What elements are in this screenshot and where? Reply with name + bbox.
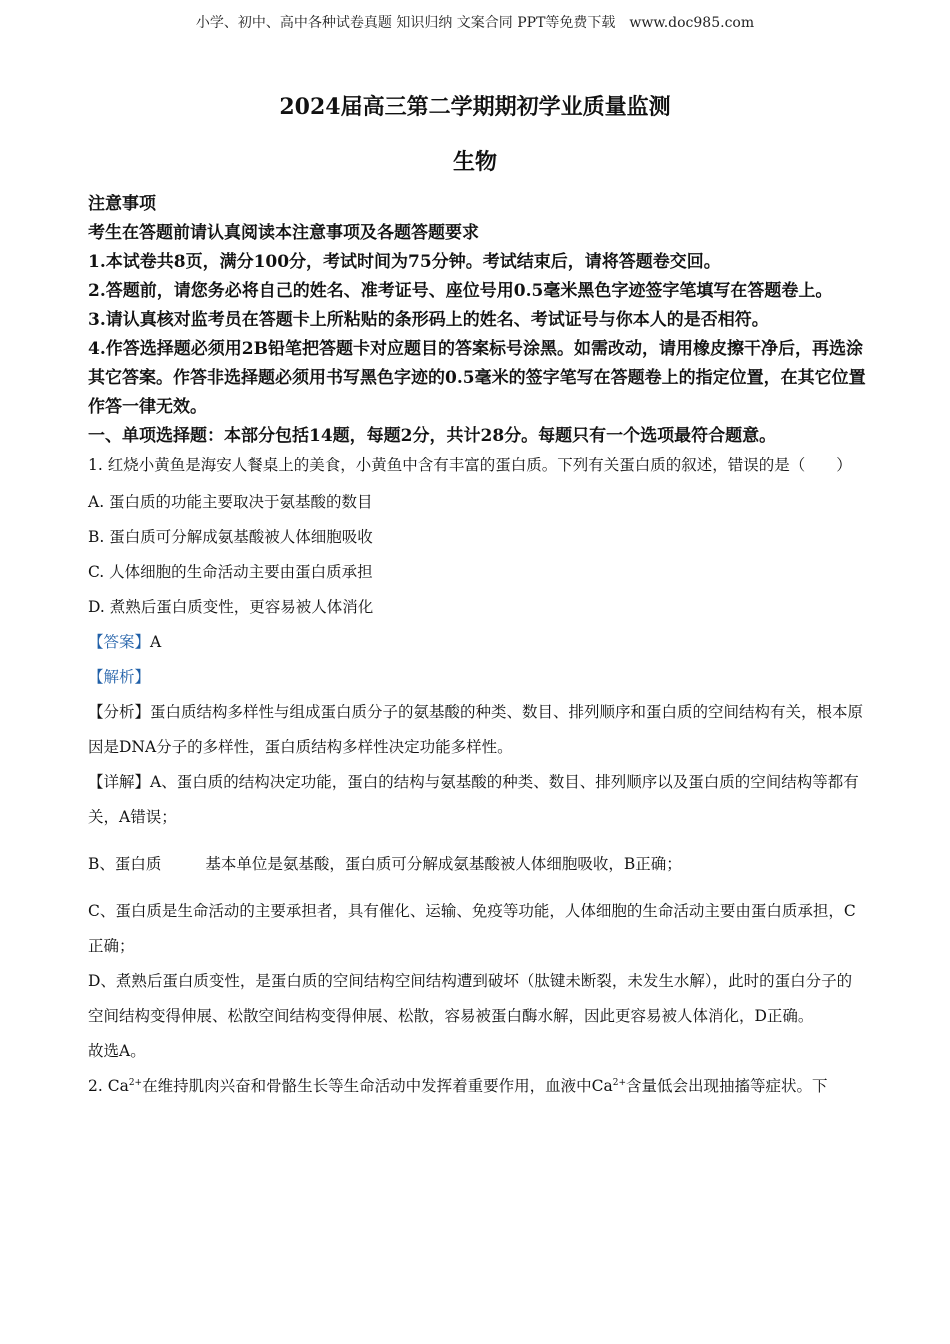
exam-subject: 生物	[452, 149, 497, 175]
option-c: C. 人体细胞的生命活动主要由蛋白质承担	[88, 563, 373, 581]
question-2-number: 2.	[88, 1077, 108, 1095]
ion-charge-2: 2+	[612, 1077, 627, 1088]
conclusion-line: 故选A。	[88, 1042, 146, 1060]
notice-item-1: 1.本试卷共8页，满分100分，考试时间为75分钟。考试结束后，请将答题卷交回。	[88, 252, 721, 272]
analysis-line	[88, 660, 868, 695]
question-2-stem	[88, 1069, 868, 1104]
xiangjie-label: 【详解】	[88, 773, 151, 791]
notice-item-4: 4.作答选择题必须用2B铅笔把答题卡对应题目的答案标号涂黑。如需改动，请用橡皮擦干净后，再选涂其它答案。作答非选择题必须用书写黑色字迹的0.5毫米的签字笔写在答题卷上的指定位置，在其它位置作答一律无效。	[88, 339, 866, 417]
ion-charge: 2+	[128, 1077, 143, 1088]
notice-heading: 注意事项	[88, 194, 156, 214]
calcium-ion: Ca	[107, 1077, 129, 1095]
option-b: B. 蛋白质可分解成氨基酸被人体细胞吸收	[88, 528, 373, 546]
question-2-text-1: 在维持肌肉兴奋和骨骼生长等生命活动中发挥着重要作用，血液中	[142, 1077, 592, 1095]
main-content	[88, 190, 868, 1104]
question-2-text-2: 含量低会出现抽搐等症状。下	[626, 1077, 828, 1095]
fenxi-label: 【分析】	[88, 703, 151, 721]
answer-line	[88, 625, 868, 660]
answer-label: 【答案】	[88, 633, 151, 651]
exam-title: 2024届高三第二学期期初学业质量监测	[279, 94, 671, 120]
option-a: A. 蛋白质的功能主要取决于氨基酸的数目	[88, 493, 373, 511]
xiangjie-b-paragraph	[88, 847, 868, 882]
header-site-link[interactable]: www.doc985.com	[629, 15, 755, 31]
header-banner-text: 小学、初中、高中各种试卷真题 知识归纳 文案合同 PPT等免费下载	[195, 15, 616, 31]
section-heading: 一、单项选择题：本部分包括14题，每题2分，共计28分。每题只有一个选项最符合题意。	[88, 426, 777, 446]
analysis-label: 【解析】	[88, 668, 151, 686]
answer-value: A	[150, 633, 162, 651]
notice-section	[88, 190, 868, 451]
xiangjie-b-pre: B、蛋白质	[88, 855, 162, 873]
notice-intro: 考生在答题前请认真阅读本注意事项及各题答题要求	[88, 223, 479, 243]
xiangjie-a-paragraph	[88, 765, 868, 835]
question-1	[88, 451, 868, 1104]
option-d: D. 煮熟后蛋白质变性，更容易被人体消化	[88, 598, 374, 616]
notice-item-2: 2.答题前，请您务必将自己的姓名、准考证号、座位号用0.5毫米黑色字迹签字笔填写在答题卷上。	[88, 281, 833, 301]
xiangjie-a-text: A、蛋白质的结构决定功能，蛋白的结构与氨基酸的种类、数目、排列顺序以及蛋白质的空间结构等都有关，A错误；	[88, 773, 859, 826]
xiangjie-c-paragraph: C、蛋白质是生命活动的主要承担者，具有催化、运输、免疫等功能，人体细胞的生命活动主要由蛋白质承担，C正确；	[88, 902, 856, 955]
notice-item-3: 3.请认真核对监考员在答题卡上所粘贴的条形码上的姓名、考试证号与你本人的是否相符。	[88, 310, 769, 330]
fenxi-paragraph	[88, 695, 868, 765]
page-header-banner	[0, 12, 950, 32]
xiangjie-d-paragraph: D、煮熟后蛋白质变性，是蛋白质的空间结构空间结构遭到破坏（肽键未断裂，未发生水解），此时的蛋白分子的 空间结构变得伸展、松散空间结构变得伸展、松散，容易被蛋白酶水解，因此更容易被人体消化，D正确。	[88, 972, 853, 1025]
fenxi-text: 蛋白质结构多样性与组成蛋白质分子的氨基酸的种类、数目、排列顺序和蛋白质的空间结构有关，根本原因是DNA分子的多样性，蛋白质结构多样性决定功能多样性。	[88, 703, 864, 756]
question-1-stem: 1. 红烧小黄鱼是海安人餐桌上的美食，小黄鱼中含有丰富的蛋白质。下列有关蛋白质的叙述，错误的是（ ）	[88, 456, 852, 474]
xiangjie-b-post: 基本单位是氨基酸，蛋白质可分解成氨基酸被人体细胞吸收，B正确；	[205, 855, 682, 873]
calcium-ion-2: Ca	[591, 1077, 613, 1095]
